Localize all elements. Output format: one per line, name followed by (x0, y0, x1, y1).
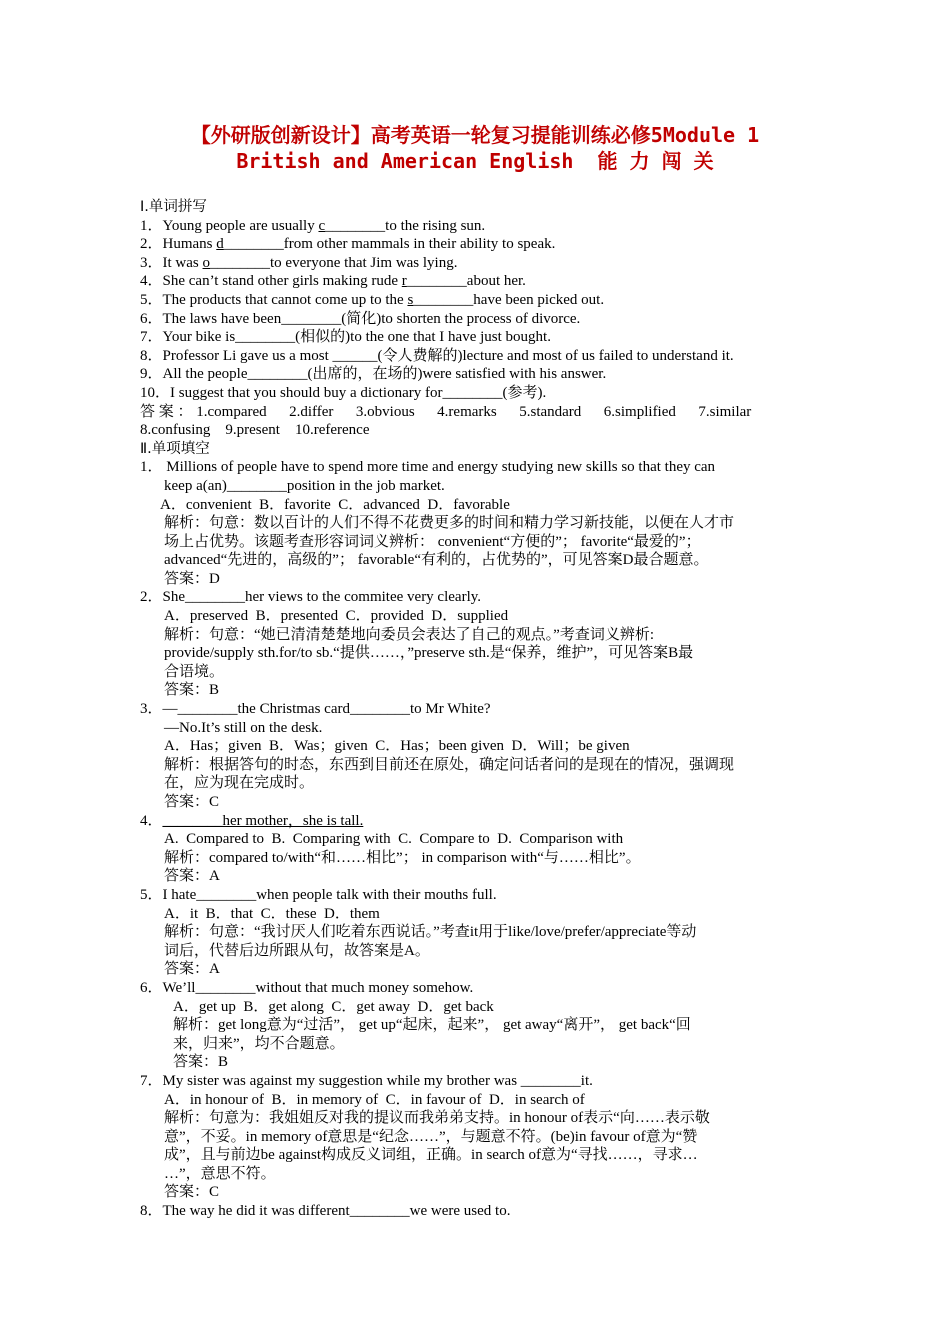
spelling-answers-line-1: 答 案 ： 1.compared 2.differ 3.obvious 4.remarks 5.standard 6.simplified 7.similar (140, 403, 752, 420)
question-1-explanation: 解析：句意：数以百计的人们不得不花费更多的时间和精力学习新技能，以便在人才市 (164, 515, 735, 532)
spelling-item: 10．I suggest that you should buy a dictionary for________(参考). (140, 384, 547, 401)
question-1: 1． Millions of people have to spend more time and energy studying new skills so that they can (140, 459, 716, 476)
title-line-2: British and American English 能 力 闯 关 (236, 149, 714, 173)
question-2-explanation: 合语境。 (164, 663, 225, 680)
question-4-answer: 答案：A (164, 868, 220, 885)
spelling-item: 9．All the people________(出席的，在场的)were satisfied with his answer. (140, 366, 607, 383)
question-7-options: A．in honour of B．in memory of C．in favour of D．in search of (164, 1091, 585, 1108)
question-7-explanation: 解析：句意为：我姐姐反对我的提议而我弟弟支持。in honour of表示“向……表示敬 (164, 1110, 710, 1127)
spelling-item: 1．Young people are usually c________to the rising sun. (140, 217, 486, 234)
question-3-answer: 答案：C (164, 794, 220, 810)
question-6-options: A．get up B．get along C．get away D．get back (173, 998, 494, 1015)
question-4: 4．________her mother，she is tall. (140, 812, 364, 829)
question-7-explanation: 意”，不妥。in memory of意思是“纪念……”，与题意不符。(be)in favour of意为“赞 (164, 1128, 698, 1145)
question-5-explanation: 词后，代替后边所跟从句，故答案是A。 (164, 942, 430, 959)
question-3-reply: —No.It’s still on the desk. (164, 719, 323, 736)
question-7-explanation: …”，意思不符。 (164, 1165, 276, 1182)
question-1-cont: keep a(an)________position in the job market. (164, 477, 445, 494)
question-1-options: A．convenient B．favorite C．advanced D．favorable (160, 496, 510, 513)
question-3-options: A．Has；given B．Was；given C．Has；been given D．Will；be given (164, 738, 630, 755)
question-5: 5．I hate________when people talk with their mouths full. (140, 886, 497, 903)
spelling-item: 3．It was o________to everyone that Jim was lying. (140, 254, 458, 271)
question-2-explanation: 解析：句意：“她已清清楚楚地向委员会表达了自己的观点。”考查词义辨析: (164, 626, 654, 643)
question-5-explanation: 解析：句意：“我讨厌人们吃着东西说话。”考查it用于like/love/prefer/appreciate等动 (164, 924, 697, 941)
spelling-item: 7．Your bike is________(相似的)to the one that I have just bought. (140, 329, 551, 346)
question-6-explanation: 解析：get long意为“过活”， get up“起床，起来”， get away“离开”， get back“回 (173, 1017, 691, 1034)
question-8: 8．The way he did it was different________we were used to. (140, 1203, 511, 1220)
question-6: 6．We’ll________without that much money somehow. (140, 979, 474, 996)
spelling-item: 2．Humans d________from other mammals in their ability to speak. (140, 236, 556, 253)
question-4-explanation: 解析：compared to/with“和……相比”； in comparison with“与……相比”。 (164, 849, 641, 866)
spelling-answers-line-2: 8.confusing 9.present 10.reference (140, 422, 370, 439)
question-7-answer: 答案：C (164, 1184, 220, 1201)
question-2-answer: 答案：B (164, 682, 220, 699)
question-1-answer: 答案：D (164, 570, 220, 587)
question-3: 3．—________the Christmas card________to Mr White? (140, 701, 491, 718)
spelling-item: 8．Professor Li gave us a most ______(令人费解的)lecture and most of us failed to understand it. (140, 347, 734, 364)
question-3-explanation: 解析：根据答句的时态，东西到目前还在原处，确定问话者问的是现在的情况，强调现 (164, 756, 735, 773)
question-1-explanation: 场上占优势。该题考查形容词词义辨析： convenient“方便的”； favorite“最爱的”； (164, 533, 701, 550)
question-7-explanation: 成”，且与前边be against构成反义词组，正确。in search of意为“寻找……，寻求… (164, 1147, 698, 1164)
question-1-explanation: advanced“先进的，高级的”； favorable“有利的，占优势的”，可见答案D最合题意。 (164, 552, 709, 569)
section-heading-choice: Ⅱ.单项填空 (140, 440, 210, 457)
question-2-explanation: provide/supply sth.for/to sb.“提供……，”preserve sth.是“保养，维护”，可见答案B最 (164, 645, 694, 662)
question-4-options: A. Compared to B. Comparing with C. Compare to D. Comparison with (164, 831, 624, 848)
document-body (140, 198, 808, 1221)
title-line-1: 【外研版创新设计】高考英语一轮复习提能训练必修5Module 1 (190, 123, 760, 147)
question-7: 7．My sister was against my suggestion while my brother was ________it. (140, 1072, 593, 1089)
question-6-answer: 答案：B (173, 1054, 229, 1071)
question-3-explanation: 在，应为现在完成时。 (164, 775, 315, 792)
question-5-answer: 答案：A (164, 961, 220, 978)
section-heading-spelling: Ⅰ.单词拼写 (140, 199, 207, 215)
page-title (60, 122, 890, 174)
question-2: 2．She________her views to the commitee very clearly. (140, 589, 482, 606)
spelling-item: 4．She can’t stand other girls making rude r________about her. (140, 273, 526, 290)
spelling-item: 6．The laws have been________(简化)to shorten the process of divorce. (140, 310, 581, 327)
question-2-options: A．preserved B．presented C．provided D．supplied (164, 608, 509, 625)
spelling-item: 5．The products that cannot come up to the s________have been picked out. (140, 291, 605, 308)
question-5-options: A．it B．that C．these D．them (164, 905, 380, 922)
question-6-explanation: 来，归来”，均不合题意。 (173, 1035, 345, 1052)
